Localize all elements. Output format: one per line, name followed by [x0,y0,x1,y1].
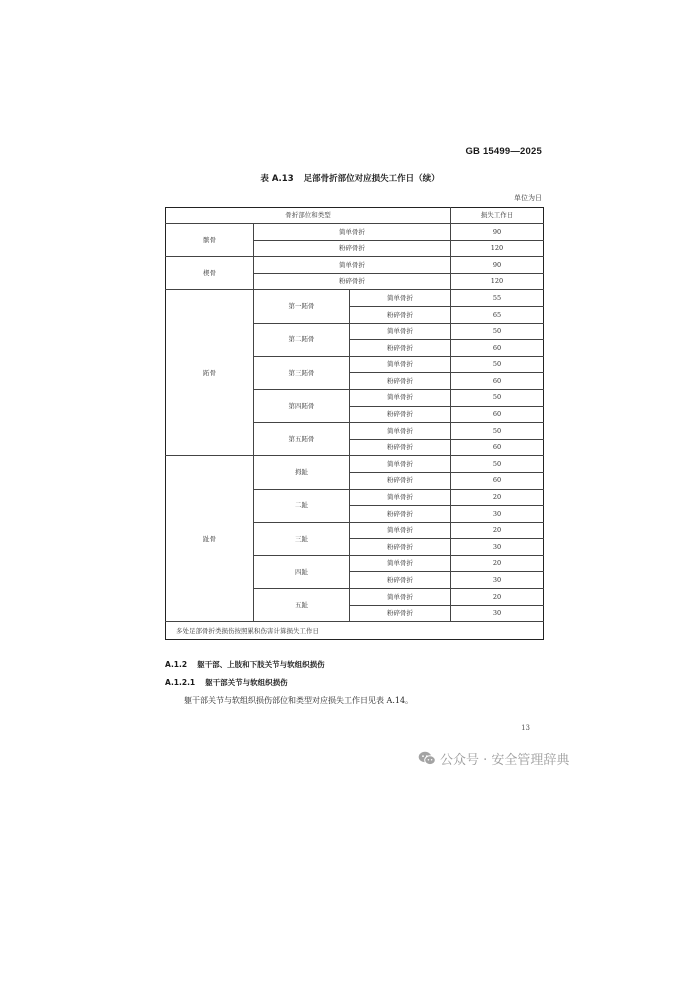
type-cell: 简单骨折 [350,589,451,606]
days-cell: 65 [451,306,544,323]
section-title: 躯干部、上肢和下肢关节与软组织损伤 [197,660,325,669]
type-cell: 简单骨折 [350,323,451,340]
type-cell: 粉碎骨折 [350,506,451,523]
sub-label: 四趾 [254,555,350,588]
page-number: 13 [521,724,530,732]
section-heading-a12 [165,659,325,670]
table-footnote: 多处足部骨折类损伤按照累积伤害计算损失工作日 [166,622,544,640]
days-cell: 60 [451,406,544,423]
type-cell: 简单骨折 [350,555,451,572]
table-title-text: 足部骨折部位对应损失工作日（续） [303,174,440,184]
days-cell: 50 [451,423,544,440]
group-label: 趾骨 [166,456,254,622]
body-paragraph: 躯干部关节与软组织损伤部位和类型对应损失工作日见表 A.14。 [184,696,414,705]
table-row [166,224,544,241]
days-cell: 90 [451,224,544,241]
table-row [166,257,544,274]
days-cell: 50 [451,389,544,406]
sub-label: 第五跖骨 [254,423,350,456]
group-label: 跖骨 [166,290,254,456]
type-cell: 粉碎骨折 [350,539,451,556]
days-cell: 90 [451,257,544,274]
type-cell: 粉碎骨折 [350,373,451,390]
table-number: 表 A.13 [260,174,294,184]
section-heading-a121 [165,677,288,688]
type-cell: 粉碎骨折 [350,439,451,456]
group-label: 髌骨 [166,224,254,257]
days-cell: 30 [451,506,544,523]
group-label: 楔骨 [166,257,254,290]
section-number: A.1.2 [165,660,188,669]
watermark-text: 公众号 · 安全管理辞典 [440,753,570,768]
header-part-type: 骨折部位和类型 [166,208,451,224]
days-cell: 20 [451,589,544,606]
type-cell: 简单骨折 [254,257,451,274]
days-cell: 30 [451,539,544,556]
days-cell: 120 [451,240,544,257]
type-cell: 简单骨折 [350,423,451,440]
sub-label: 第一跖骨 [254,290,350,323]
days-cell: 120 [451,273,544,290]
type-cell: 粉碎骨折 [350,306,451,323]
section-number: A.1.2.1 [165,678,196,687]
table-row [166,290,544,307]
type-cell: 简单骨折 [350,389,451,406]
days-cell: 60 [451,373,544,390]
type-cell: 粉碎骨折 [254,273,451,290]
header-days: 损失工作日 [451,208,544,224]
sub-label: 二趾 [254,489,350,522]
sub-label: 第四跖骨 [254,389,350,422]
standard-code: GB 15499—2025 [465,146,542,157]
sub-label: 第三跖骨 [254,356,350,389]
type-cell: 简单骨折 [350,290,451,307]
table-header-row [166,208,544,224]
type-cell: 简单骨折 [350,522,451,539]
days-cell: 50 [451,456,544,473]
type-cell: 粉碎骨折 [254,240,451,257]
type-cell: 粉碎骨折 [350,406,451,423]
table-title [0,172,700,184]
table-footnote-row [166,622,544,640]
type-cell: 简单骨折 [350,456,451,473]
sub-label: 拇趾 [254,456,350,489]
table-row [166,456,544,473]
type-cell: 粉碎骨折 [350,605,451,622]
days-cell: 60 [451,340,544,357]
type-cell: 简单骨折 [350,356,451,373]
type-cell: 粉碎骨折 [350,472,451,489]
days-cell: 60 [451,472,544,489]
sub-label: 第二跖骨 [254,323,350,356]
days-cell: 30 [451,605,544,622]
type-cell: 粉碎骨折 [350,572,451,589]
unit-note: 单位为日 [514,194,542,202]
sub-label: 三趾 [254,522,350,555]
section-title: 躯干部关节与软组织损伤 [205,678,288,687]
days-cell: 60 [451,439,544,456]
days-cell: 55 [451,290,544,307]
days-cell: 50 [451,323,544,340]
days-cell: 20 [451,489,544,506]
days-cell: 50 [451,356,544,373]
type-cell: 粉碎骨折 [350,340,451,357]
days-cell: 20 [451,522,544,539]
days-cell: 20 [451,555,544,572]
type-cell: 简单骨折 [254,224,451,241]
wechat-icon [418,751,436,766]
fracture-days-table [165,207,544,640]
days-cell: 30 [451,572,544,589]
watermark [418,749,569,768]
sub-label: 五趾 [254,589,350,622]
type-cell: 简单骨折 [350,489,451,506]
